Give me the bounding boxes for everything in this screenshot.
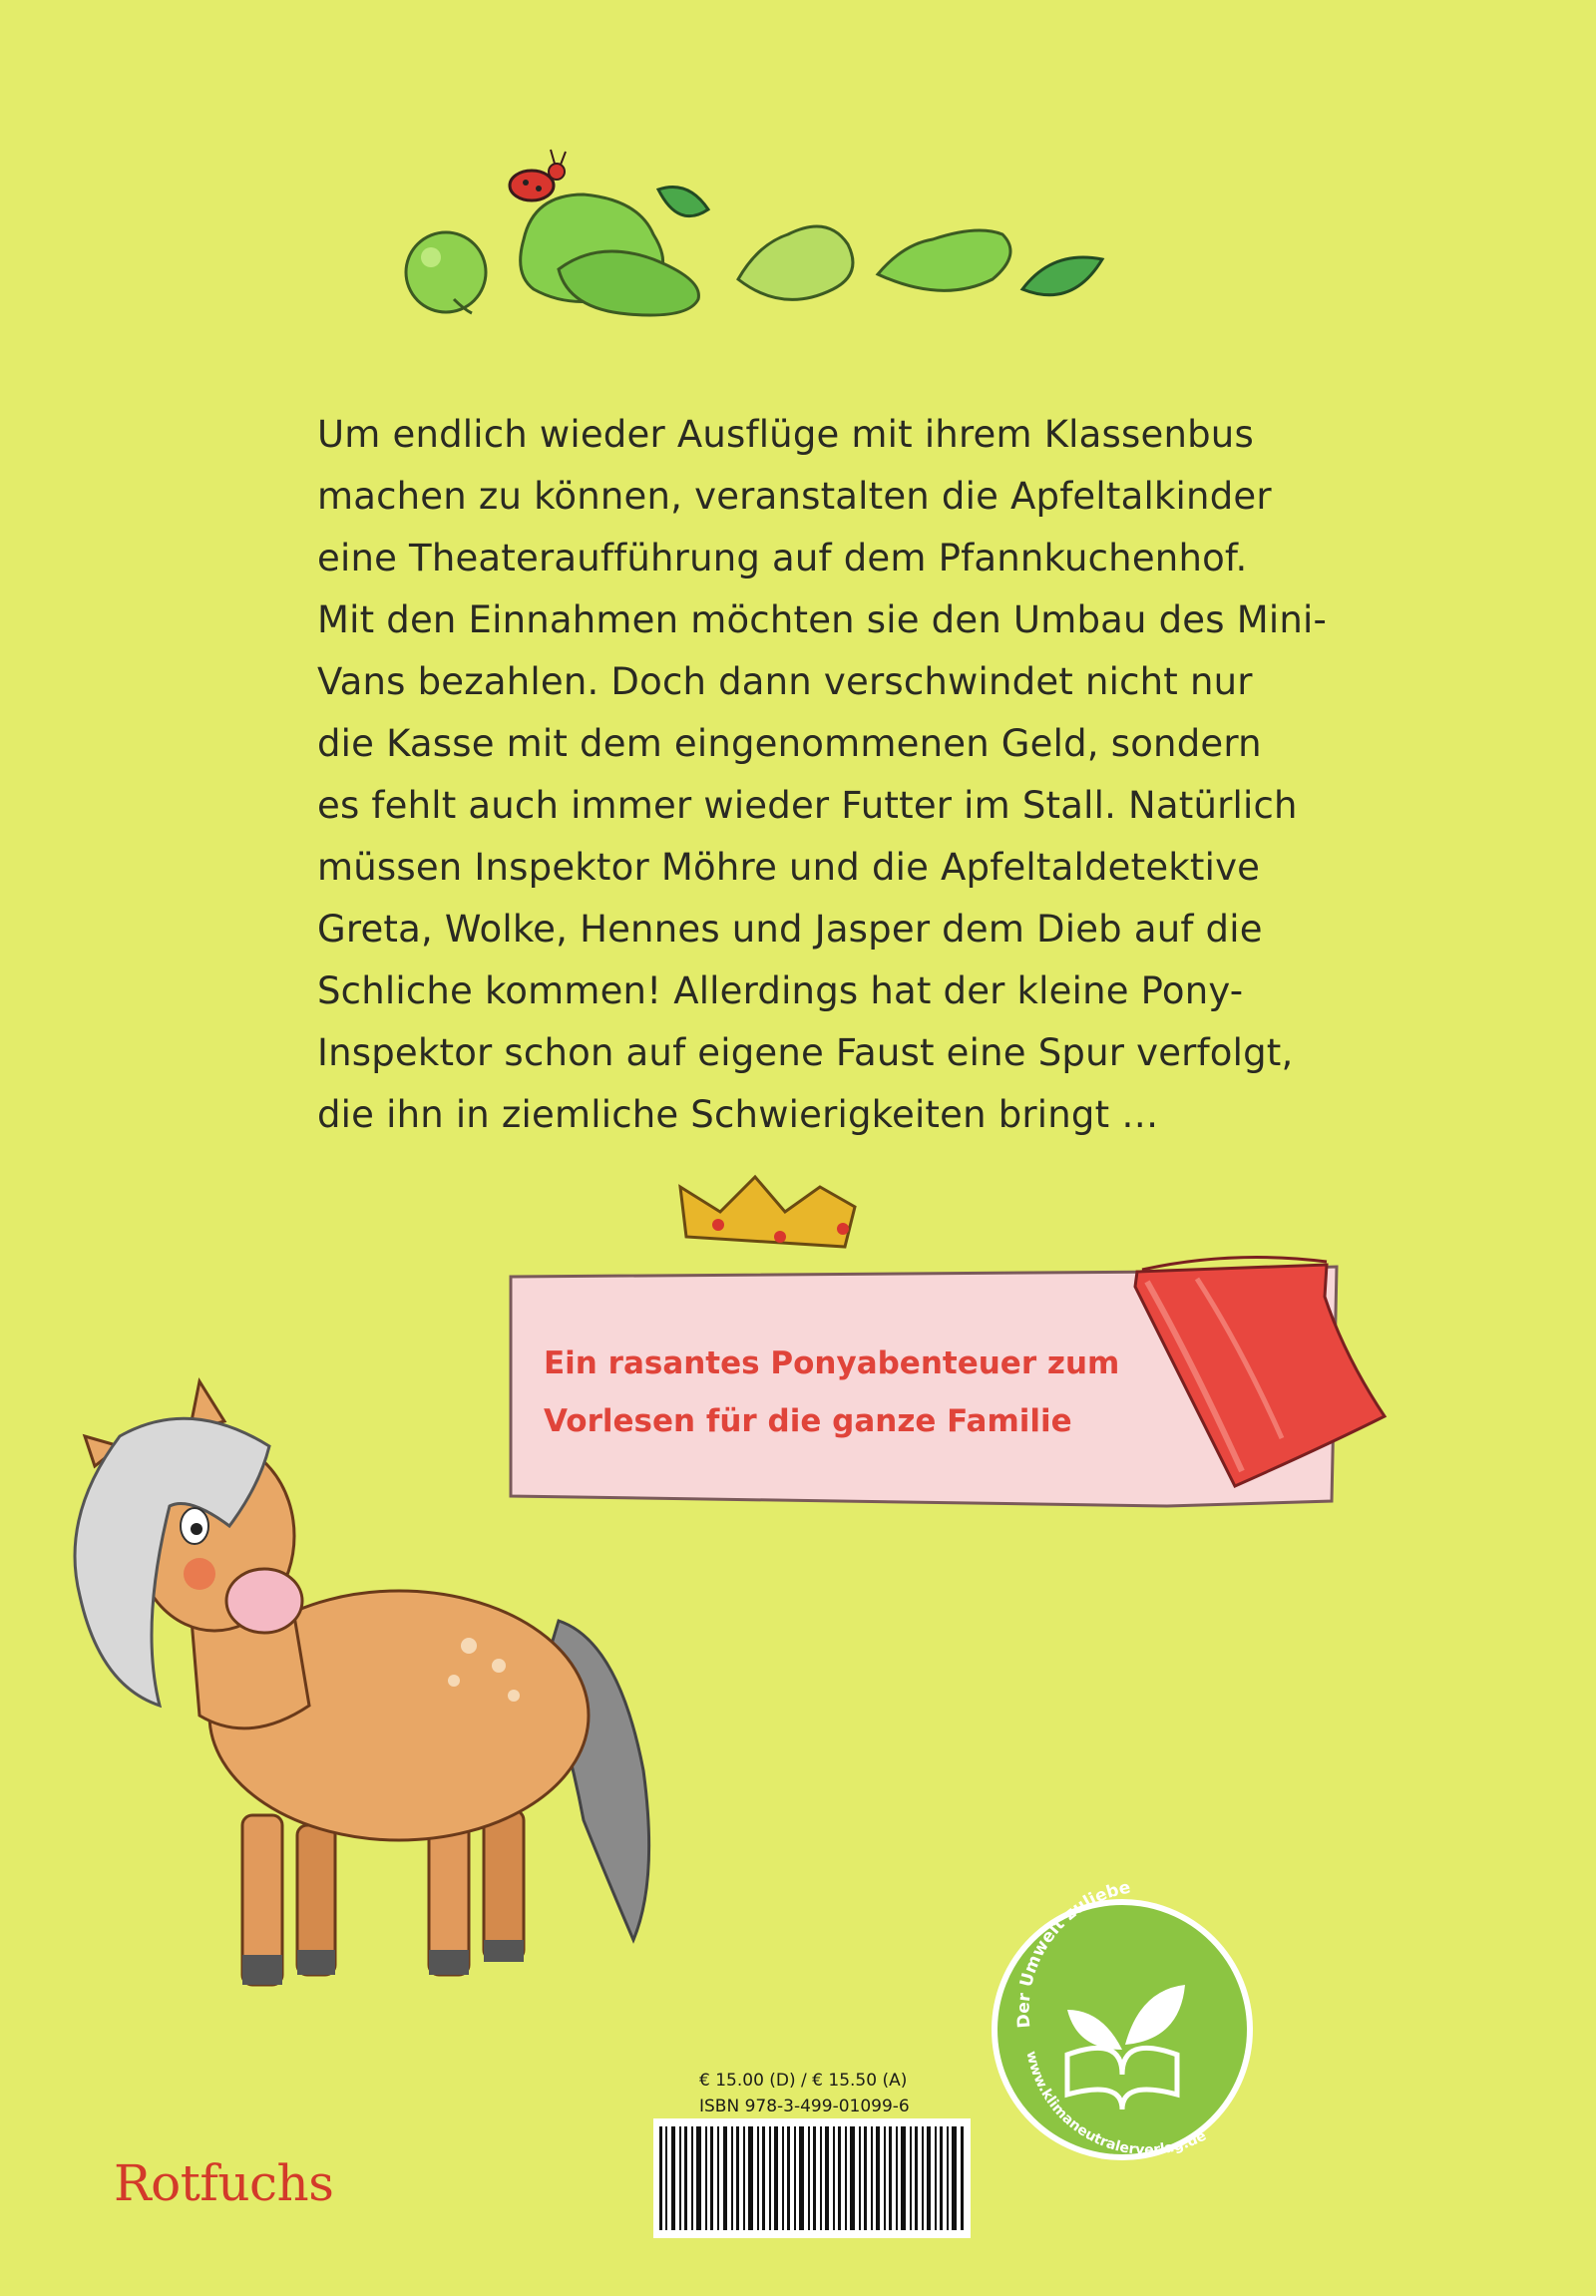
badge-bottom-text: www.klimaneutralerverlag.de bbox=[1022, 2049, 1209, 2158]
publisher-logo: Rotfuchs bbox=[114, 2154, 334, 2212]
blurb-line: die Kasse mit dem eingenommenen Geld, sondern bbox=[317, 722, 1262, 765]
blurb-line: Greta, Wolke, Hennes und Jasper dem Dieb auf die bbox=[317, 908, 1263, 951]
blurb-line: Schliche kommen! Allerdings hat der kleine Pony- bbox=[317, 969, 1244, 1012]
blurb-line: Inspektor schon auf eigene Faust eine Spur verfolgt, bbox=[317, 1031, 1294, 1074]
barcode-bars bbox=[653, 2118, 971, 2238]
price-block bbox=[699, 2068, 910, 2119]
badge-top-text: Der Umwelt zuliebe bbox=[1013, 1877, 1133, 2030]
blurb-line: es fehlt auch immer wieder Futter im Stall. Natürlich bbox=[317, 784, 1298, 827]
banner-line: Ein rasantes Ponyabenteuer zum bbox=[544, 1345, 1120, 1381]
price-line: € 15.00 (D) / € 15.50 (A) bbox=[699, 2071, 908, 2091]
blurb-line: machen zu können, veranstalten die Apfeltalkinder bbox=[317, 475, 1272, 518]
isbn-line: ISBN 978-3-499-01099-6 bbox=[699, 2097, 910, 2116]
blurb-line: eine Theateraufführung auf dem Pfannkuchenhof. bbox=[317, 537, 1248, 579]
blurb-line: Mit den Einnahmen möchten sie den Umbau des Mini- bbox=[317, 598, 1327, 641]
blurb-line: müssen Inspektor Möhre und die Apfeltaldetektive bbox=[317, 846, 1261, 889]
blurb-line: Um endlich wieder Ausflüge mit ihrem Klassenbus bbox=[317, 413, 1254, 456]
banner-line: Vorlesen für die ganze Familie bbox=[544, 1403, 1072, 1439]
barcode bbox=[653, 2118, 971, 2238]
blurb-line: die ihn in ziemliche Schwierigkeiten bringt … bbox=[317, 1093, 1159, 1136]
blurb-line: Vans bezahlen. Doch dann verschwindet nicht nur bbox=[317, 660, 1253, 703]
